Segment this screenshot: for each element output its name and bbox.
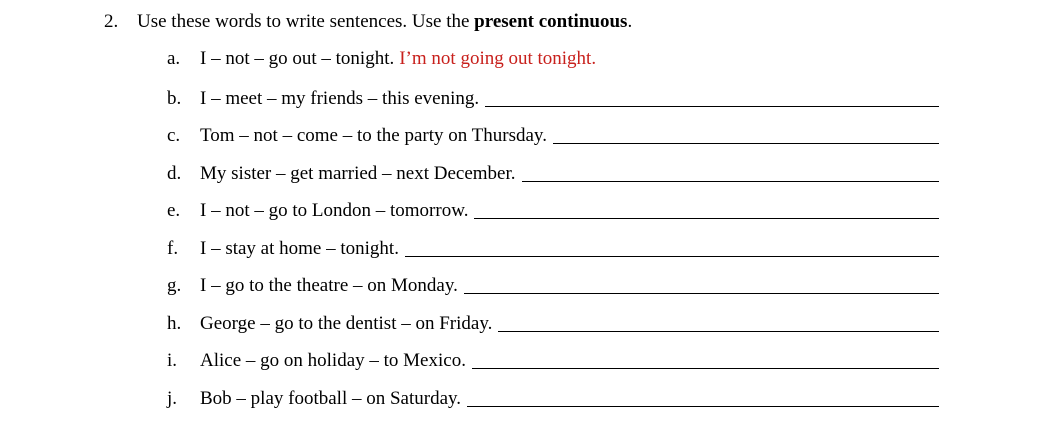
exercise-item-d (167, 147, 939, 185)
item-prompt: I – go to the theatre – on Monday. (200, 275, 458, 296)
answer-blank-line[interactable] (405, 255, 939, 257)
answer-blank-line[interactable] (464, 292, 939, 294)
answer-blank-line[interactable] (474, 217, 939, 219)
exercise-item-a (167, 48, 939, 72)
item-prompt: George – go to the dentist – on Friday. (200, 312, 493, 334)
exercise-item-j (167, 372, 939, 410)
item-prompt: I – stay at home – tonight. (200, 237, 399, 259)
instruction-emphasis: present continuous (474, 11, 628, 32)
item-prompt: I – not – go out – tonight. (200, 48, 395, 69)
answer-blank-line[interactable] (485, 105, 939, 107)
item-prompt: Bob – play football – on Saturday. (200, 387, 462, 409)
exercise-items-list (167, 48, 939, 410)
item-letter: e. (167, 200, 181, 221)
answer-blank-line[interactable] (553, 142, 939, 144)
exercise-item-i (167, 335, 939, 373)
item-prompt: Alice – go on holiday – to Mexico. (200, 350, 466, 371)
item-letter: d. (167, 162, 182, 184)
answer-blank-line[interactable] (467, 405, 939, 407)
item-letter: j. (167, 387, 178, 409)
answer-blank-line[interactable] (498, 330, 939, 332)
exercise-item-e (167, 185, 939, 223)
exercise-instruction (104, 10, 632, 34)
item-letter: g. (167, 275, 182, 296)
item-letter: i. (167, 350, 178, 371)
exercise-number: 2. (104, 11, 119, 32)
answer-blank-line[interactable] (472, 367, 939, 369)
item-letter: h. (167, 312, 182, 334)
exercise-item-f (167, 222, 939, 260)
exercise-item-h (167, 297, 939, 335)
item-prompt: I – meet – my friends – this evening. (200, 87, 480, 109)
item-letter: a. (167, 48, 181, 69)
item-answer-example: I’m not going out tonight. (399, 48, 597, 69)
instruction-end: . (627, 11, 633, 32)
instruction-text: Use these words to write sentences. Use the (137, 11, 475, 32)
exercise-item-b (167, 72, 939, 110)
item-letter: f. (167, 237, 179, 259)
item-prompt: My sister – get married – next December. (200, 162, 516, 184)
item-letter: c. (167, 125, 181, 146)
item-prompt: I – not – go to London – tomorrow. (200, 200, 469, 221)
exercise-item-c (167, 110, 939, 148)
answer-blank-line[interactable] (522, 180, 939, 182)
item-prompt: Tom – not – come – to the party on Thursday. (200, 125, 547, 146)
exercise-item-g (167, 260, 939, 298)
item-letter: b. (167, 87, 182, 109)
